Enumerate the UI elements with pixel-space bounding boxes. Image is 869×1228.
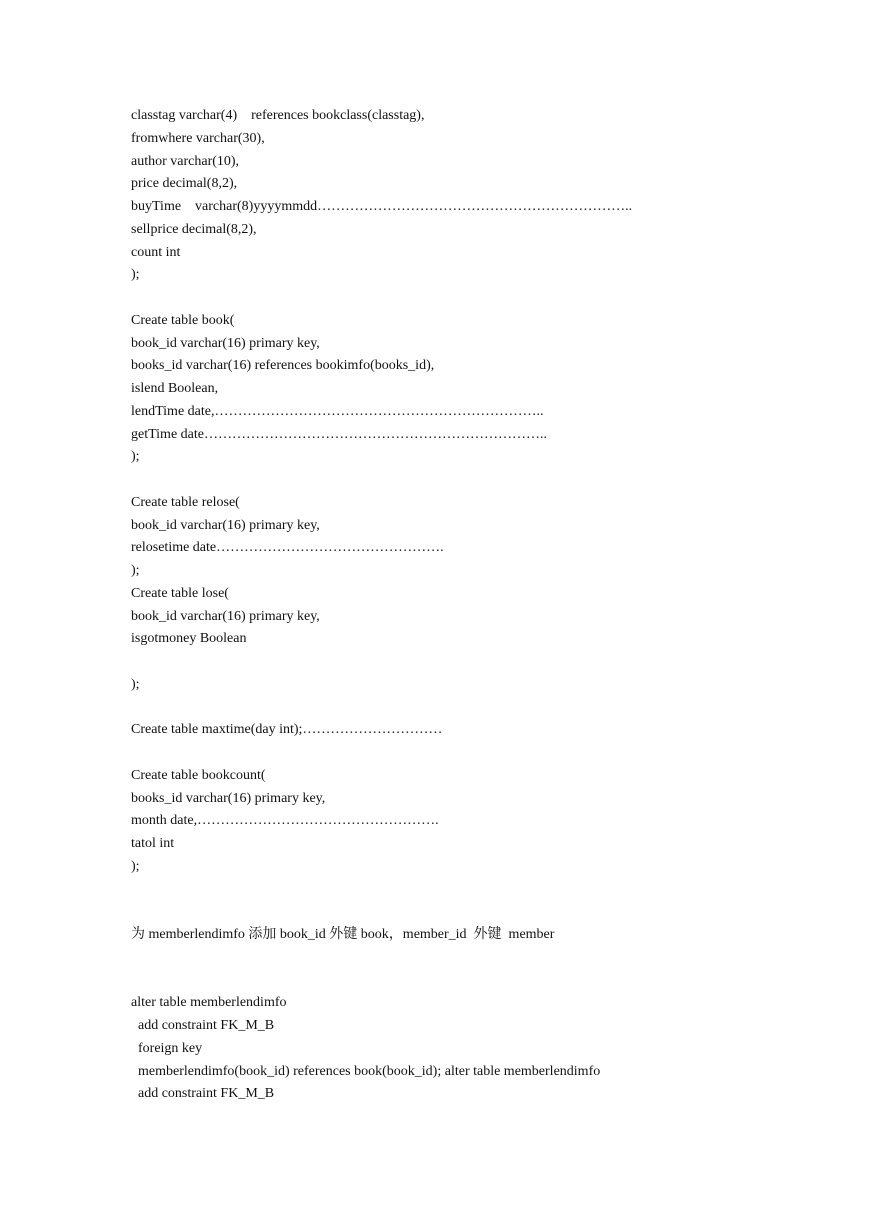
- text-line: book_id varchar(16) primary key,: [131, 608, 320, 624]
- text-line: lendTime date,……………………………………………………………..: [131, 403, 544, 419]
- text-line: book_id varchar(16) primary key,: [131, 517, 320, 533]
- blank-line: [131, 697, 831, 720]
- text-line: sellprice decimal(8,2),: [131, 221, 257, 237]
- text-line: alter table memberlendimfo: [131, 995, 287, 1011]
- text-line: count int: [131, 244, 181, 260]
- text-line: memberlendimfo(book_id) references book(book_id); alter table memberlendimfo: [131, 1063, 601, 1079]
- text-line: Create table bookcount(: [131, 767, 266, 783]
- text-line: Create table lose(: [131, 585, 229, 601]
- text-line: relosetime date………………………………………….: [131, 540, 444, 556]
- text-line: author varchar(10),: [131, 153, 240, 169]
- text-line: fromwhere varchar(30),: [131, 130, 265, 146]
- text-line: classtag varchar(4) references bookclass(classtag),: [131, 108, 425, 123]
- text-line: );: [131, 449, 140, 465]
- document-body: [131, 105, 831, 1106]
- text-line: month date,…………………………………………….: [131, 813, 439, 829]
- text-line: 为 memberlendimfo 添加 book_id 外键 book，member_id 外键 member: [131, 927, 555, 942]
- text-line: getTime date………………………………………………………………..: [131, 426, 547, 442]
- text-line: books_id varchar(16) references bookimfo(books_id),: [131, 358, 435, 374]
- blank-line: [131, 879, 831, 902]
- text-line: islend Boolean,: [131, 381, 219, 396]
- text-line: Create table book(: [131, 312, 235, 328]
- text-line: );: [131, 563, 140, 578]
- text-line: Create table relose(: [131, 494, 240, 510]
- text-line: );: [131, 267, 140, 283]
- text-line: tatol int: [131, 836, 175, 851]
- text-line: add constraint FK_M_B: [131, 1086, 275, 1102]
- text-line: book_id varchar(16) primary key,: [131, 335, 320, 351]
- text-line: books_id varchar(16) primary key,: [131, 790, 326, 806]
- blank-line: [131, 901, 831, 924]
- blank-line: [131, 947, 831, 970]
- blank-line: [131, 469, 831, 492]
- blank-line: [131, 651, 831, 674]
- blank-line: [131, 742, 831, 765]
- text-line: Create table maxtime(day int);…………………………: [131, 722, 443, 738]
- text-line: );: [131, 676, 140, 692]
- text-line: add constraint FK_M_B: [131, 1018, 275, 1033]
- text-line: foreign key: [131, 1040, 203, 1056]
- blank-line: [131, 287, 831, 310]
- text-line: price decimal(8,2),: [131, 176, 238, 192]
- text-line: buyTime varchar(8)yyyymmdd…………………………………………………………..: [131, 199, 633, 214]
- blank-line: [131, 970, 831, 993]
- text-line: isgotmoney Boolean: [131, 631, 247, 647]
- text-line: );: [131, 858, 140, 874]
